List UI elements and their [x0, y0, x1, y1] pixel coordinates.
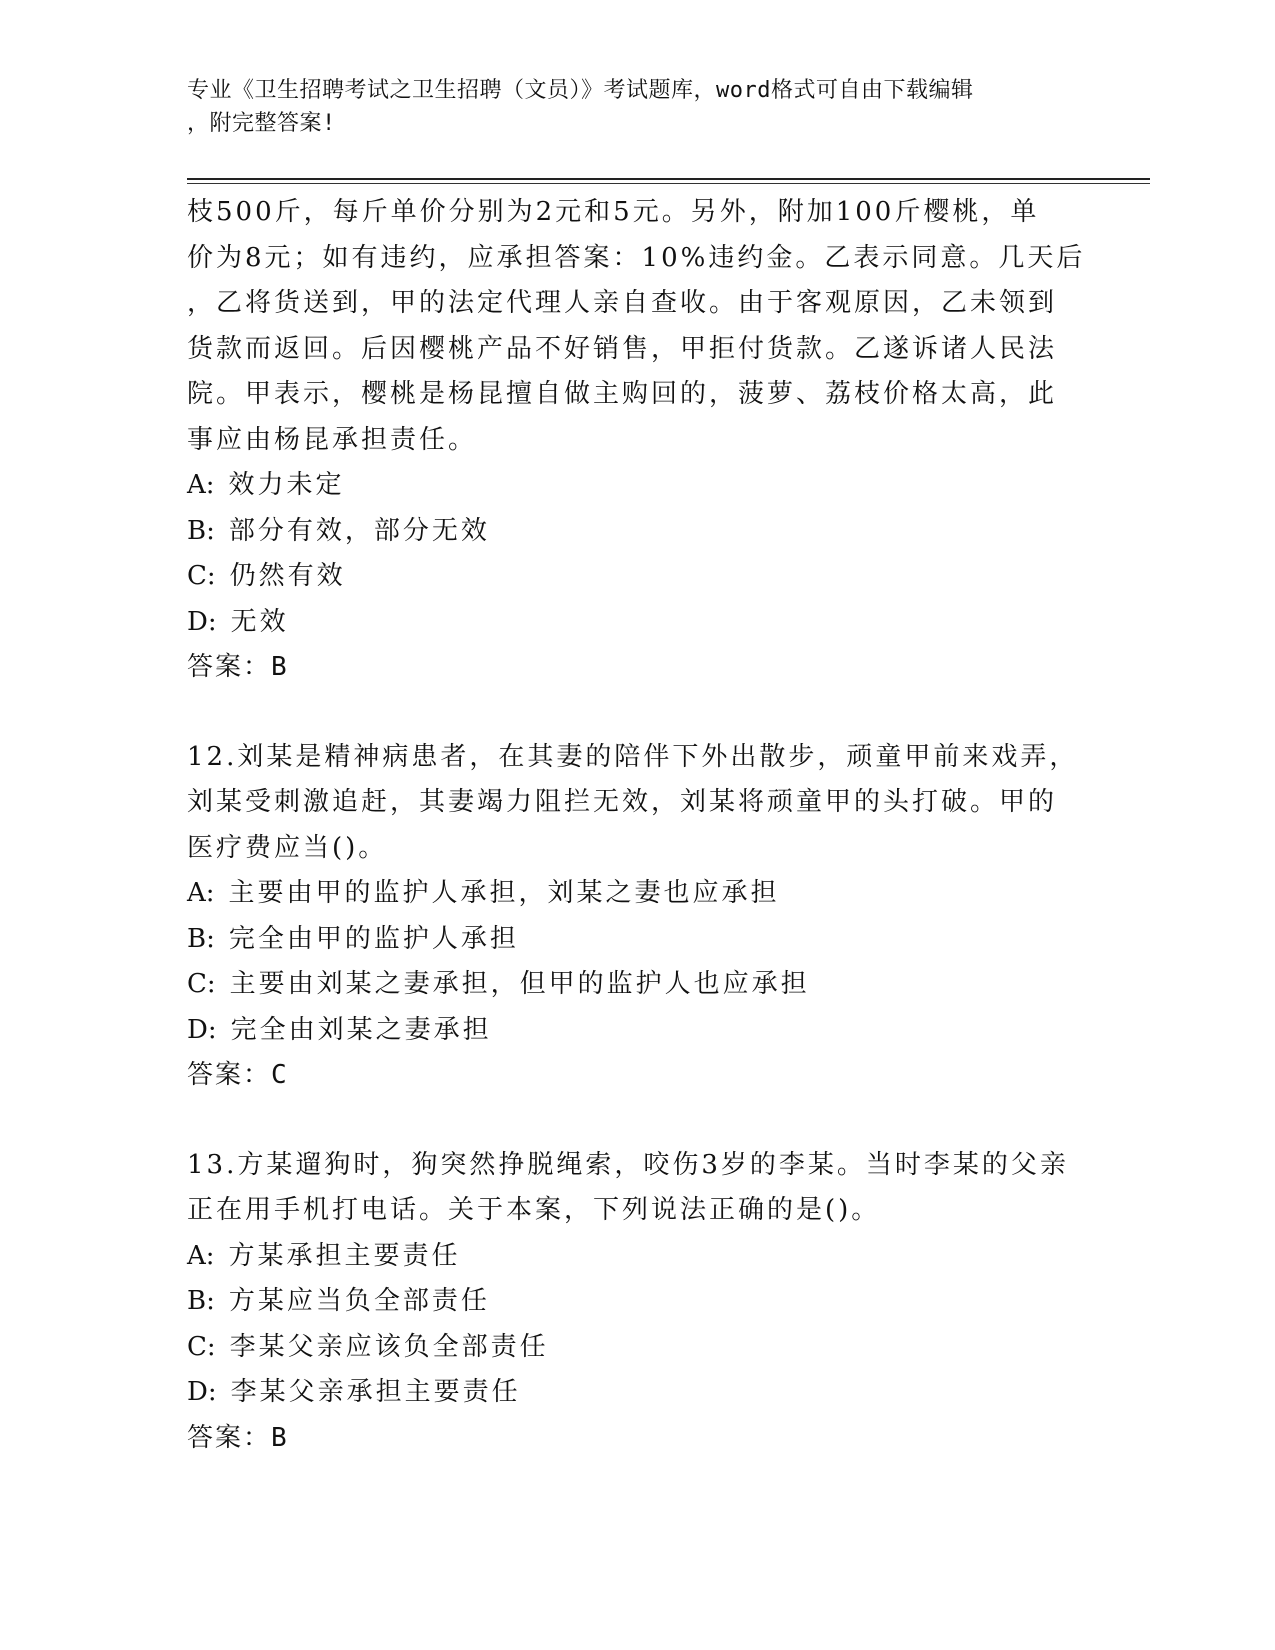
- option-c: [187, 962, 1087, 1008]
- option-text: 效力未定: [228, 470, 345, 500]
- page-header: [187, 74, 1087, 140]
- option-text: 完全由甲的监护人承担: [228, 923, 519, 954]
- question-11-answer: 答案：B: [187, 652, 289, 682]
- header-divider-thin: [187, 183, 1150, 184]
- option-text: 方某应当负全部责任: [228, 1286, 490, 1316]
- option-text: 无效: [230, 606, 289, 637]
- question-12-answer: 答案：C: [187, 1060, 289, 1090]
- option-separator: :: [206, 515, 215, 546]
- question-12-options: [187, 871, 1087, 1053]
- question-11: [187, 190, 1087, 691]
- option-b: [187, 1279, 1087, 1325]
- question-13: [187, 1143, 1087, 1462]
- option-separator: :: [206, 561, 216, 591]
- option-c: [187, 554, 1087, 600]
- question-stem-line: ，乙将货送到，甲的法定代理人亲自查收。由于客观原因，乙未领到: [187, 288, 1058, 318]
- option-separator: :: [206, 1286, 215, 1316]
- option-key: D: [187, 1377, 208, 1407]
- option-key: C: [187, 561, 207, 591]
- option-a: [187, 463, 1087, 509]
- option-key: A: [187, 878, 206, 908]
- option-text: 主要由刘某之妻承担，但甲的监护人也应承担: [229, 969, 810, 999]
- option-separator: :: [206, 969, 216, 999]
- question-stem-line: 货款而返回。后因樱桃产品不好销售，甲拒付货款。乙遂诉诸人民法: [187, 333, 1058, 364]
- question-stem-line: 枝500斤，每斤单价分别为2元和5元。另外，附加100斤樱桃，单: [187, 197, 1040, 227]
- option-separator: :: [205, 470, 215, 500]
- question-12: [187, 735, 1087, 1099]
- option-key: C: [187, 1331, 207, 1362]
- question-stem-line: 12.刘某是精神病患者，在其妻的陪伴下外出散步，顽童甲前来戏弄，: [187, 741, 1079, 772]
- option-key: C: [187, 969, 207, 999]
- option-text: 主要由甲的监护人承担，刘某之妻也应承担: [228, 878, 780, 908]
- option-separator: :: [206, 923, 215, 954]
- option-separator: :: [207, 606, 217, 637]
- question-stem-line: 医疗费应当()。: [187, 832, 388, 863]
- option-text: 仍然有效: [229, 561, 346, 591]
- question-11-stem: [187, 190, 1087, 463]
- option-b: [187, 509, 1087, 555]
- question-12-stem: [187, 735, 1087, 872]
- header-title-line-1: 专业《卫生招聘考试之卫生招聘（文员）》考试题库，word格式可自由下载编辑: [187, 78, 974, 103]
- question-stem-line: 13.方某遛狗时，狗突然挣脱绳索，咬伤3岁的李某。当时李某的父亲: [187, 1149, 1069, 1180]
- option-key: B: [187, 923, 207, 954]
- option-separator: :: [207, 1377, 217, 1407]
- question-stem-line: 价为8元；如有违约，应承担答案：10%违约金。乙表示同意。几天后: [187, 242, 1086, 273]
- option-a: [187, 871, 1087, 917]
- option-text: 李某父亲承担主要责任: [230, 1377, 521, 1407]
- option-key: A: [187, 1240, 206, 1271]
- question-11-options: [187, 463, 1087, 645]
- question-stem-line: 事应由杨昆承担责任。: [187, 424, 478, 455]
- option-separator: :: [206, 1331, 216, 1362]
- question-13-answer: 答案：B: [187, 1422, 289, 1453]
- header-title-line-2: ，附完整答案!: [187, 111, 336, 136]
- option-separator: :: [205, 878, 215, 908]
- option-a: [187, 1234, 1087, 1280]
- question-spacer: [187, 691, 1087, 735]
- question-spacer: [187, 1099, 1087, 1143]
- option-key: A: [187, 470, 206, 500]
- option-b: [187, 917, 1087, 963]
- option-text: 李某父亲应该负全部责任: [229, 1331, 549, 1362]
- option-separator: :: [205, 1240, 215, 1271]
- option-key: D: [187, 1014, 208, 1045]
- question-stem-line: 院。甲表示，樱桃是杨昆擅自做主购回的，菠萝、荔枝价格太高，此: [187, 379, 1058, 409]
- option-text: 完全由刘某之妻承担: [230, 1014, 492, 1045]
- option-d: [187, 1008, 1087, 1054]
- question-13-options: [187, 1234, 1087, 1416]
- header-divider-thick: [187, 178, 1150, 180]
- option-key: B: [187, 515, 207, 546]
- option-key: B: [187, 1286, 207, 1316]
- option-text: 方某承担主要责任: [228, 1240, 461, 1271]
- question-stem-line: 刘某受刺激追赶，其妻竭力阻拦无效，刘某将顽童甲的头打破。甲的: [187, 787, 1058, 817]
- option-c: [187, 1325, 1087, 1371]
- option-key: D: [187, 606, 208, 637]
- option-d: [187, 1370, 1087, 1416]
- option-text: 部分有效，部分无效: [228, 515, 490, 546]
- question-13-stem: [187, 1143, 1087, 1234]
- option-d: [187, 600, 1087, 646]
- option-separator: :: [207, 1014, 217, 1045]
- document-body: [187, 190, 1087, 1461]
- question-stem-line: 正在用手机打电话。关于本案，下列说法正确的是()。: [187, 1195, 881, 1225]
